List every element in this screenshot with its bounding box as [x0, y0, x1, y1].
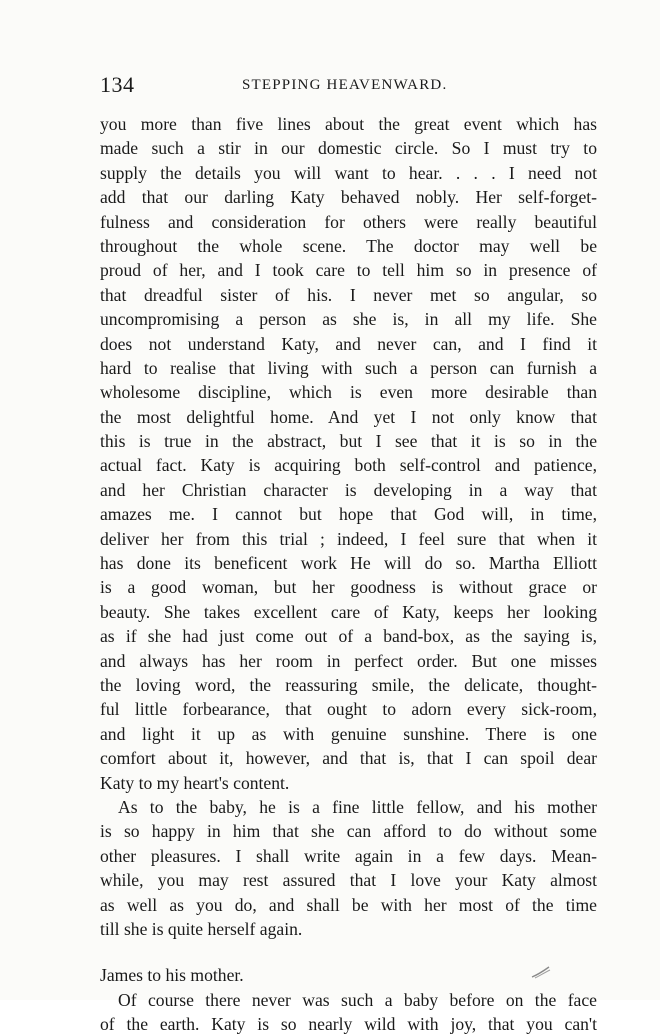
paragraph: [100, 988, 597, 1036]
text-line: and her Christian character is developing in a way that: [100, 479, 597, 500]
text-line: made such a stir in our domestic circle. So I must try to: [100, 138, 597, 159]
text-line: As to the baby, he is a fine little fellow, and his mother: [118, 796, 597, 817]
text-line: while, you may rest assured that I love your Katy almost: [100, 870, 597, 891]
text-line: amazes me. I cannot but hope that God will, in time,: [100, 504, 597, 525]
text-line: as if she had just come out of a band-box, as the saying is,: [100, 626, 597, 647]
text-line: of the earth. Katy is so nearly wild with joy, that you can't: [100, 1014, 597, 1035]
text-line: is so happy in him that she can afford to do without some: [100, 821, 597, 842]
text-line: as well as you do, and shall be with her most of the time: [100, 894, 597, 915]
text-line: Of course there never was such a baby before on the face: [118, 989, 597, 1010]
text-line: throughout the whole scene. The doctor may well be: [100, 235, 597, 256]
text-line: proud of her, and I took care to tell him so in presence of: [100, 260, 597, 281]
text-line: does not understand Katy, and never can, and I find it: [100, 333, 597, 354]
text-line: you more than five lines about the great event which has: [100, 114, 597, 134]
text-line: is a good woman, but her goodness is without grace or: [100, 577, 597, 598]
text-line: ful little forbearance, that ought to adorn every sick-room,: [100, 699, 597, 720]
text-line: add that our darling Katy behaved nobly. Her self-forget-: [100, 187, 597, 208]
page-number: 134: [100, 72, 135, 97]
text-line: supply the details you will want to hear. . . . I need not: [100, 162, 597, 183]
text-line: deliver her from this trial ; indeed, I feel sure that when it: [100, 528, 597, 549]
text-line: Katy to my heart's content.: [100, 772, 290, 793]
text-line: wholesome discipline, which is even more desirable than: [100, 382, 597, 403]
text-line: James to his mother.: [100, 965, 244, 986]
ink-mark-icon: [530, 964, 552, 980]
text-line: and light it up as with genuine sunshine. There is one: [100, 723, 597, 744]
text-line: beauty. She takes excellent care of Katy, keeps her looking: [100, 601, 597, 622]
running-title: STEPPING HEAVENWARD.: [242, 77, 448, 93]
text-line: hard to realise that living with such a person can furnish a: [100, 357, 597, 378]
text-line: this is true in the abstract, but I see that it is so in the: [100, 431, 597, 452]
text-line: and always has her room in perfect order. But one misses: [100, 650, 597, 671]
paragraph: [100, 795, 597, 941]
text-line: has done its beneficent work He will do so. Martha Elliott: [100, 553, 597, 574]
paragraph: [100, 963, 597, 987]
text-line: fulness and consideration for others were really beautiful: [100, 211, 597, 232]
text-line: the most delightful home. And yet I not only know that: [100, 406, 597, 427]
paragraph-gap: [100, 941, 597, 963]
text-line: comfort about it, however, and that is, that I can spoil dear: [100, 748, 597, 769]
paragraph: [100, 112, 597, 795]
running-head: [100, 72, 600, 100]
text-line: till she is quite herself again.: [100, 918, 303, 939]
body-text: [100, 112, 597, 1036]
text-line: that dreadful sister of his. I never met so angular, so: [100, 284, 597, 305]
text-line: uncompromising a person as she is, in all my life. She: [100, 309, 597, 330]
text-line: the loving word, the reassuring smile, the delicate, thought-: [100, 674, 597, 695]
text-line: actual fact. Katy is acquiring both self-control and patience,: [100, 455, 597, 476]
text-line: other pleasures. I shall write again in a few days. Mean-: [100, 845, 597, 866]
